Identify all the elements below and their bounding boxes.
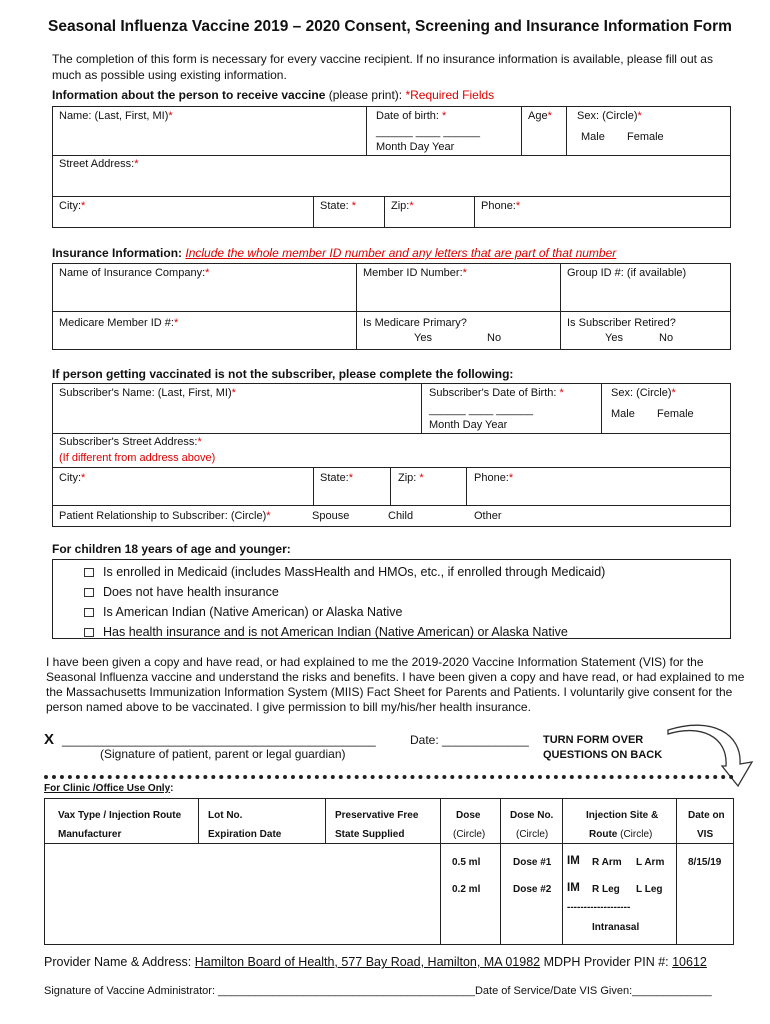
req-star: * bbox=[462, 267, 467, 279]
age-label: Age bbox=[528, 110, 548, 122]
subscriber-zip-label: Zip: bbox=[398, 472, 420, 484]
dob-label: Date of birth: bbox=[376, 110, 443, 122]
phone-field[interactable] bbox=[481, 200, 520, 212]
name-label: Name: (Last, First, MI) bbox=[59, 110, 169, 122]
col-route-circle: (Circle) bbox=[617, 829, 653, 840]
col-expiration: Expiration Date bbox=[208, 829, 282, 840]
turn-over-arrow-icon bbox=[660, 722, 760, 792]
provider-pin-value: 10612 bbox=[672, 955, 707, 969]
req-star: * bbox=[559, 387, 564, 399]
req-star: * bbox=[197, 436, 202, 448]
col-route-text: Route bbox=[589, 829, 618, 840]
req-star: * bbox=[671, 387, 676, 399]
consent-text: I have been given a copy and have read, or had explained to me the 2019-2020 Vaccine Information Statement (VIS) for the Seasonal Influenza vaccine and understand the risks and benefits. I have been given a copy and have read, or had explained to me the Massachusetts Immunization Information System (MIIS) Fact Sheet for Parents and Patients. I voluntarily give consent for the person named above to be vaccinated. I give permission to bill my/his/her health insurance. bbox=[46, 655, 745, 714]
subscriber-name-field[interactable] bbox=[59, 387, 236, 399]
signature-x-mark: X bbox=[44, 731, 55, 748]
dob-parts: Month Day Year bbox=[376, 141, 455, 153]
native-american-option-label: Is American Indian (Native American) or Alaska Native bbox=[103, 605, 403, 619]
insurance-company-label: Name of Insurance Company: bbox=[59, 267, 206, 279]
req-star: * bbox=[637, 110, 642, 122]
route-im-1[interactable]: IM bbox=[567, 855, 580, 867]
state-label: State: bbox=[320, 200, 352, 212]
admin-signature-line[interactable]: Signature of Vaccine Administrator: __________________________________________Date of Service/Date VIS Given:_____________ bbox=[44, 985, 712, 997]
provider-pin-label: MDPH Provider PIN #: bbox=[540, 955, 673, 969]
subscriber-name-label: Subscriber's Name: (Last, First, MI) bbox=[59, 387, 232, 399]
provider-line bbox=[44, 955, 707, 969]
person-section-heading bbox=[52, 88, 494, 102]
signature-date-field[interactable]: Date: _____________ bbox=[410, 733, 529, 747]
req-star: * bbox=[515, 200, 521, 212]
site-r-arm[interactable]: R Arm bbox=[592, 857, 622, 868]
req-star: * bbox=[547, 110, 552, 122]
col-injection-site: Injection Site & bbox=[586, 810, 659, 821]
person-heading-text: Information about the person to receive vaccine bbox=[52, 88, 326, 102]
cut-line bbox=[44, 775, 734, 779]
other-insurance-option-label: Has health insurance and is not American Indian (Native American) or Alaska Native bbox=[103, 625, 568, 639]
state-field[interactable] bbox=[320, 200, 356, 212]
col-dose-no: Dose No. bbox=[510, 810, 554, 821]
native-american-checkbox[interactable] bbox=[84, 608, 94, 617]
subscriber-street-note: (If different from address above) bbox=[59, 452, 216, 464]
subscriber-sex-label: Sex: (Circle) bbox=[611, 387, 672, 399]
medicaid-option-label: Is enrolled in Medicaid (includes MassHealth and HMOs, etc., if enrolled through Medicaid) bbox=[103, 565, 606, 579]
req-star: * bbox=[168, 110, 173, 122]
col-preservative: Preservative Free bbox=[335, 810, 419, 821]
req-star: * bbox=[351, 200, 357, 212]
col-route bbox=[589, 829, 652, 840]
group-id-field[interactable]: Group ID #: (if available) bbox=[567, 267, 687, 279]
subscriber-street-label: Subscriber's Street Address: bbox=[59, 436, 198, 448]
retired-no-option[interactable]: No bbox=[659, 332, 674, 344]
route-im-2[interactable]: IM bbox=[567, 882, 580, 894]
insurance-company-field[interactable] bbox=[59, 267, 209, 279]
medicare-no-option[interactable]: No bbox=[487, 332, 502, 344]
subscriber-zip-field[interactable] bbox=[398, 472, 424, 484]
col-vax-type: Vax Type / Injection Route bbox=[58, 810, 182, 821]
clinic-heading bbox=[44, 783, 173, 794]
dob-field[interactable] bbox=[376, 110, 446, 122]
col-date-on: Date on bbox=[688, 810, 725, 821]
col-lot-no: Lot No. bbox=[208, 810, 243, 821]
other-insurance-checkbox[interactable] bbox=[84, 628, 94, 637]
turn-over-line2: QUESTIONS ON BACK bbox=[543, 749, 663, 761]
req-star: * bbox=[348, 472, 354, 484]
no-insurance-checkbox[interactable] bbox=[84, 588, 94, 597]
signature-caption: (Signature of patient, parent or legal guardian) bbox=[100, 747, 346, 761]
req-star: * bbox=[81, 472, 86, 484]
site-l-arm[interactable]: L Arm bbox=[636, 857, 665, 868]
dob-blanks: ______ ____ ______ bbox=[376, 126, 480, 138]
age-field[interactable] bbox=[528, 110, 552, 122]
sex-male-option[interactable]: Male bbox=[581, 131, 605, 143]
medicare-yes-option[interactable]: Yes bbox=[414, 332, 432, 344]
subscriber-sex-field bbox=[611, 387, 676, 399]
relationship-child-option[interactable]: Child bbox=[388, 510, 414, 522]
turn-over-line1: TURN FORM OVER bbox=[543, 734, 644, 746]
req-star: * bbox=[231, 387, 236, 399]
subscriber-phone-label: Phone: bbox=[474, 472, 509, 484]
site-r-leg[interactable]: R Leg bbox=[592, 884, 620, 895]
provider-value: Hamilton Board of Health, 577 Bay Road, Hamilton, MA 01982 bbox=[194, 955, 541, 969]
clinic-heading-text: For Clinic /Office Use Only bbox=[44, 783, 171, 794]
member-id-label: Member ID Number: bbox=[363, 267, 463, 279]
medicare-id-field[interactable] bbox=[59, 317, 178, 329]
col-dose: Dose bbox=[456, 810, 481, 821]
required-note: *Required Fields bbox=[405, 88, 495, 102]
subscriber-street-field[interactable] bbox=[59, 436, 202, 448]
city-label: City: bbox=[59, 200, 81, 212]
req-star: * bbox=[409, 200, 414, 212]
name-field[interactable] bbox=[59, 110, 173, 122]
dose-number-2[interactable]: Dose #2 bbox=[513, 884, 552, 895]
relationship-label bbox=[59, 510, 271, 522]
relationship-label-text: Patient Relationship to Subscriber: (Circle) bbox=[59, 510, 267, 522]
zip-field[interactable] bbox=[391, 200, 414, 212]
medicaid-checkbox[interactable] bbox=[84, 568, 94, 577]
route-intranasal[interactable]: Intranasal bbox=[592, 922, 640, 933]
subscriber-dob-blanks: ______ ____ ______ bbox=[429, 404, 533, 416]
relationship-other-option[interactable]: Other bbox=[474, 510, 502, 522]
relationship-spouse-option[interactable]: Spouse bbox=[312, 510, 350, 522]
subscriber-city-label: City: bbox=[59, 472, 81, 484]
vis-date: 8/15/19 bbox=[688, 857, 722, 868]
street-field[interactable] bbox=[59, 158, 139, 170]
signature-line[interactable]: _______________________________________________ bbox=[62, 733, 376, 747]
col-manufacturer: Manufacturer bbox=[58, 829, 122, 840]
subscriber-state-field[interactable] bbox=[320, 472, 353, 484]
person-heading-note: (please print): bbox=[325, 88, 406, 102]
subscriber-state-label: State: bbox=[320, 472, 349, 484]
req-star: * bbox=[508, 472, 514, 484]
subscriber-dob-label: Subscriber's Date of Birth: bbox=[429, 387, 560, 399]
subscriber-dob-parts: Month Day Year bbox=[429, 419, 508, 431]
req-star: * bbox=[419, 472, 424, 484]
col-vis: VIS bbox=[697, 829, 714, 840]
req-star: * bbox=[81, 200, 86, 212]
member-id-field[interactable] bbox=[363, 267, 467, 279]
dose-option-2[interactable]: 0.2 ml bbox=[452, 884, 481, 895]
req-star: * bbox=[134, 158, 139, 170]
subscriber-section-heading: If person getting vaccinated is not the subscriber, please complete the following: bbox=[52, 367, 514, 381]
provider-label: Provider Name & Address: bbox=[44, 955, 195, 969]
subscriber-sex-male-option[interactable]: Male bbox=[611, 408, 635, 420]
subscriber-city-field[interactable] bbox=[59, 472, 85, 484]
retired-yes-option[interactable]: Yes bbox=[605, 332, 623, 344]
req-star: * bbox=[442, 110, 447, 122]
subscriber-sex-female-option[interactable]: Female bbox=[657, 408, 694, 420]
zip-label: Zip: bbox=[391, 200, 410, 212]
req-star: * bbox=[173, 317, 179, 329]
insurance-section-heading bbox=[52, 246, 616, 260]
col-dose-no-circle: (Circle) bbox=[516, 829, 549, 840]
site-l-leg[interactable]: L Leg bbox=[636, 884, 663, 895]
sex-label: Sex: (Circle) bbox=[577, 110, 638, 122]
retired-label: Is Subscriber Retired? bbox=[567, 317, 676, 329]
intro-text: The completion of this form is necessary for every vaccine recipient. If no insurance information is available, please fill out as much as possible using existing information. bbox=[52, 52, 713, 82]
sex-field bbox=[577, 110, 642, 122]
clinic-heading-colon: : bbox=[170, 783, 174, 794]
insurance-heading-text: Insurance Information: bbox=[52, 246, 186, 260]
col-dose-circle: (Circle) bbox=[453, 829, 486, 840]
col-state-supplied: State Supplied bbox=[335, 829, 405, 840]
children-section-heading: For children 18 years of age and younger: bbox=[52, 542, 291, 556]
street-label: Street Address: bbox=[59, 158, 135, 170]
city-field[interactable] bbox=[59, 200, 85, 212]
dose-number-1[interactable]: Dose #1 bbox=[513, 857, 552, 868]
form-title: Seasonal Influenza Vaccine 2019 – 2020 Consent, Screening and Insurance Information Form bbox=[48, 18, 732, 35]
insurance-note: Include the whole member ID number and any letters that are part of that number bbox=[185, 246, 617, 260]
subscriber-phone-field[interactable] bbox=[474, 472, 513, 484]
phone-label: Phone: bbox=[481, 200, 516, 212]
req-star: * bbox=[205, 267, 210, 279]
req-star: * bbox=[266, 510, 271, 522]
medicare-id-label: Medicare Member ID #: bbox=[59, 317, 174, 329]
sex-female-option[interactable]: Female bbox=[627, 131, 664, 143]
route-divider: ------------------- bbox=[567, 902, 631, 913]
subscriber-dob-field[interactable] bbox=[429, 387, 564, 399]
no-insurance-option-label: Does not have health insurance bbox=[103, 585, 279, 599]
medicare-primary-label: Is Medicare Primary? bbox=[363, 317, 467, 329]
dose-option-1[interactable]: 0.5 ml bbox=[452, 857, 481, 868]
